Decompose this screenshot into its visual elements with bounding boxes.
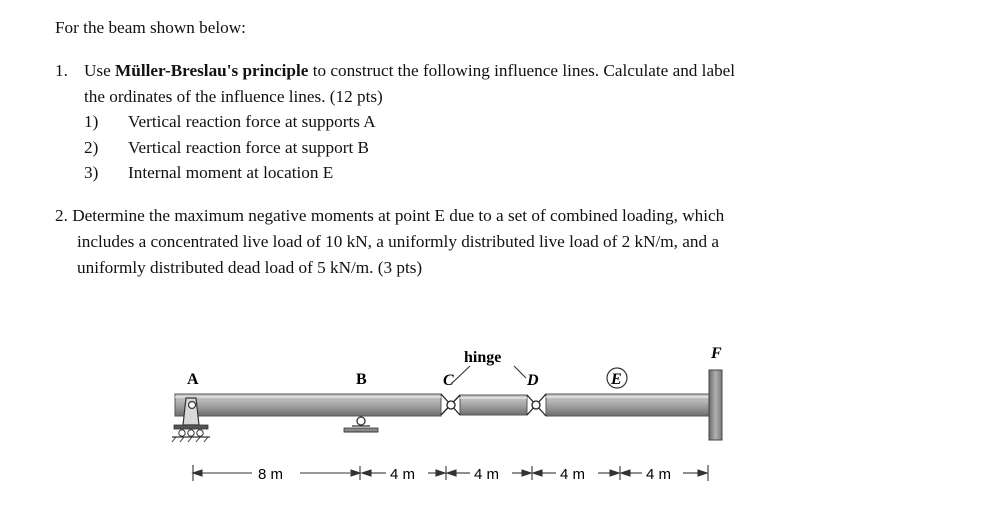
label-f: F	[711, 345, 722, 362]
dim-4m-1: 4 m	[390, 466, 416, 483]
label-e: E	[611, 371, 622, 388]
q1-principle: Müller-Breslau's principle	[115, 61, 309, 80]
q1-item-1-text: Vertical reaction force at supports A	[128, 112, 376, 131]
q2-line3: uniformly distributed dead load of 5 kN/m. (3 pts)	[77, 258, 423, 277]
beam-segment-ac	[175, 394, 441, 416]
hinge-leader-d	[514, 366, 526, 378]
hinge-d	[527, 394, 546, 416]
q1-item-3-text: Internal moment at location E	[128, 163, 334, 182]
dim-4m-3: 4 m	[560, 466, 586, 483]
intro-text: For the beam shown below:	[55, 18, 246, 37]
label-b: B	[356, 371, 367, 388]
beam-segment-cd	[460, 395, 527, 415]
dim-4m-2: 4 m	[474, 466, 500, 483]
q1-item-1-num: 1)	[84, 112, 99, 131]
hinge-c	[441, 394, 460, 415]
label-d: D	[527, 372, 539, 389]
beam-segment-df	[546, 394, 709, 416]
dim-8m: 8 m	[258, 466, 284, 483]
q1-item-2-num: 2)	[84, 138, 99, 157]
q2-line1: 2. Determine the maximum negative moments at point E due to a set of combined loading, which	[55, 206, 725, 225]
hinge-leader-c	[451, 366, 470, 384]
dim-4m-4: 4 m	[646, 466, 672, 483]
label-hinge: hinge	[464, 349, 502, 366]
label-c: C	[443, 372, 454, 389]
label-e-circle	[607, 368, 627, 388]
q1-item-3-num: 3)	[84, 163, 99, 182]
q1-line2: the ordinates of the influence lines. (12 pts)	[84, 87, 383, 106]
q1-pre: Use	[84, 61, 116, 80]
q1-post: to construct the following influence lines. Calculate and label	[308, 61, 736, 80]
q1-item-2-text: Vertical reaction force at support B	[128, 138, 370, 157]
q1-number: 1.	[55, 61, 68, 80]
fixed-support-f	[709, 370, 722, 440]
label-a: A	[187, 371, 199, 388]
roller-support-b	[344, 417, 378, 432]
q2-line2: includes a concentrated live load of 10 kN, a uniformly distributed live load of 2 kN/m, and a	[77, 232, 719, 251]
